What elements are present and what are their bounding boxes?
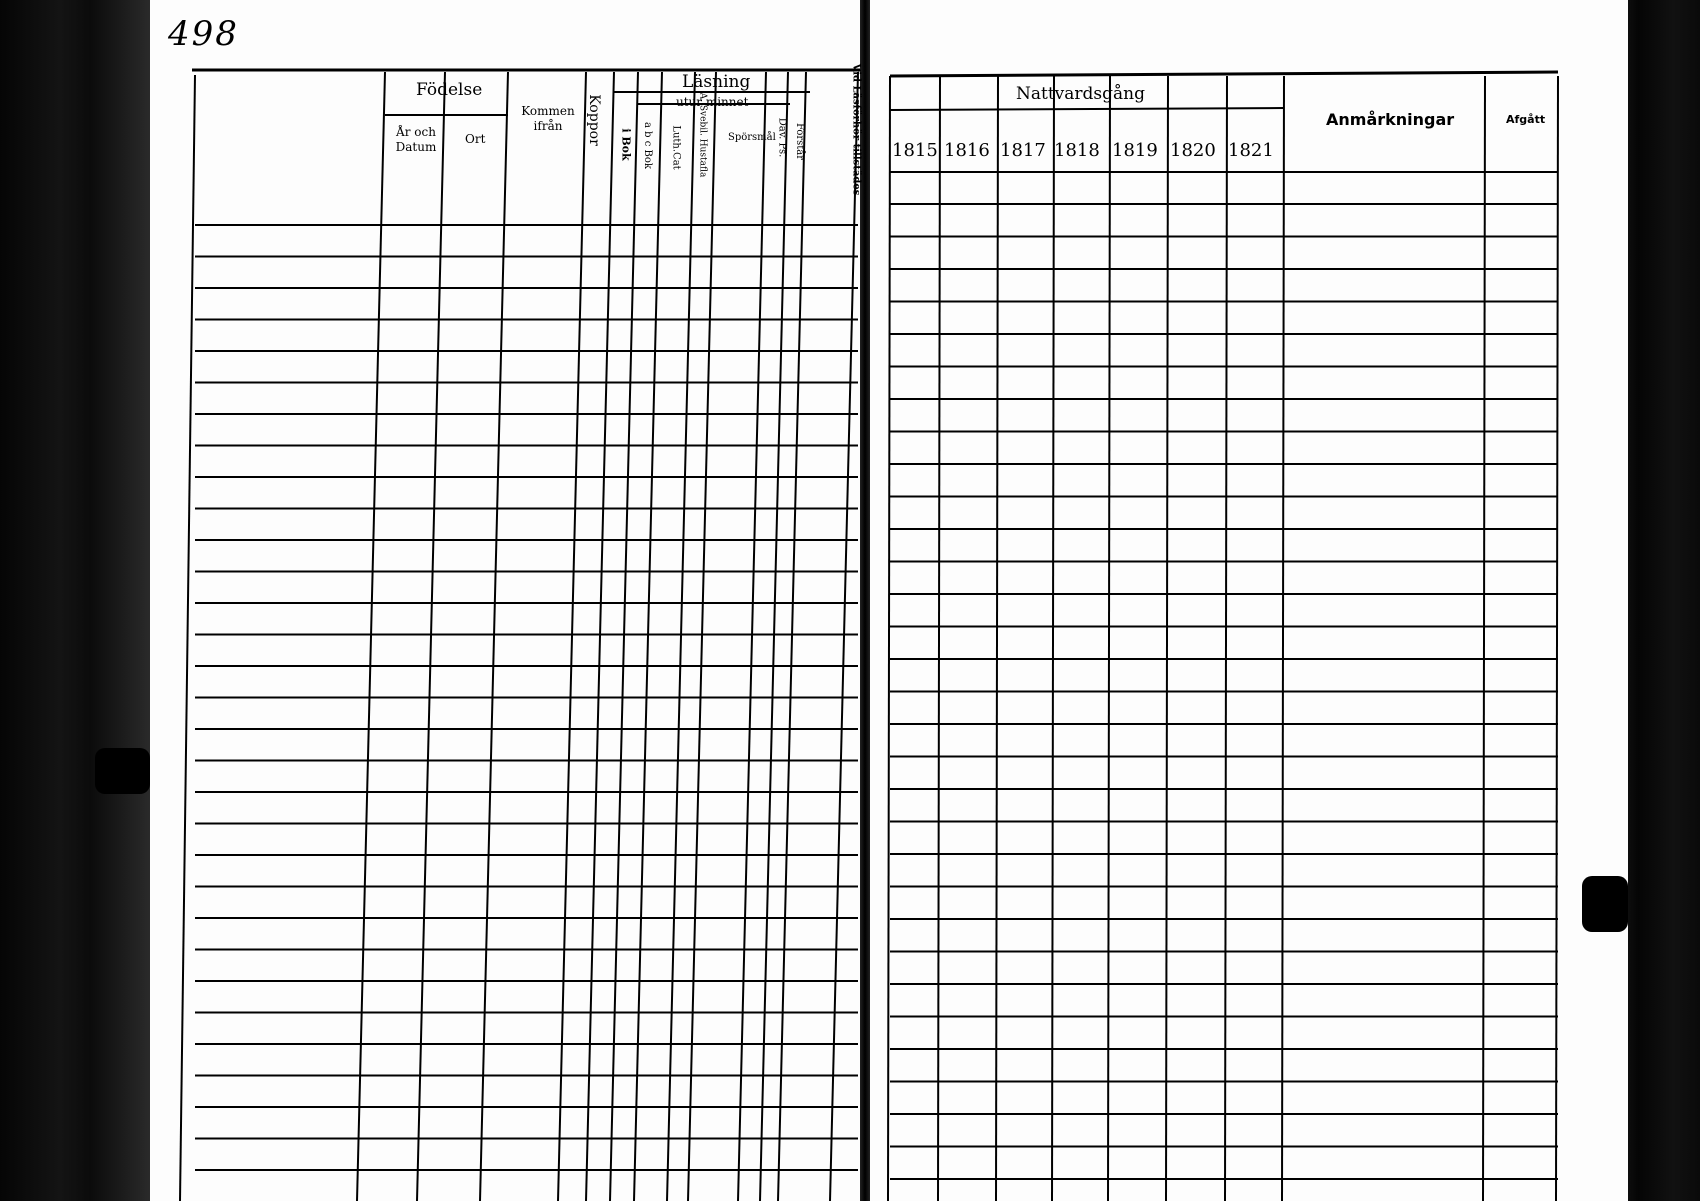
grid-line (610, 72, 638, 1201)
header-abc-bok: a b c Bok (641, 122, 653, 169)
grid-line (938, 76, 940, 1201)
header-year-3: 1817 (1000, 140, 1046, 161)
grid-line (778, 72, 806, 1201)
grid-line (634, 72, 662, 1201)
header-i-bok: i Bok (619, 128, 633, 161)
header-sporsmal: Spörsmål (728, 132, 776, 143)
page-number: 498 (168, 14, 239, 54)
grid-line (1166, 76, 1168, 1201)
grid-line (586, 72, 614, 1201)
header-lasning: Läsning (682, 72, 751, 92)
grid-line (558, 72, 586, 1201)
grid-line (1483, 76, 1485, 1201)
header-dav-ps: Dav. Ps. (776, 117, 788, 158)
header-ort: Ort (465, 132, 486, 146)
header-forstar: Förstår (794, 122, 806, 161)
grid-line (667, 72, 695, 1201)
header-koppor: Koppor (585, 94, 602, 146)
grid-line (417, 72, 445, 1201)
grid-line (688, 72, 716, 1201)
header-year-7: 1821 (1228, 140, 1274, 161)
header-luth-cat: Luth.Cat (670, 125, 682, 170)
header-vid-lasforhor: Vid Läsförhör tillstädes (850, 63, 862, 196)
header-fodelse: Födelse (416, 80, 483, 100)
grid-line (1282, 76, 1284, 1201)
header-year-2: 1816 (944, 140, 990, 161)
header-kommen-ifran: Kommen ifrån (521, 104, 575, 133)
grid-line (738, 72, 766, 1201)
header-ar-och-datum: År och Datum (395, 125, 437, 154)
header-year-6: 1820 (1170, 140, 1216, 161)
grid-line (1052, 76, 1054, 1201)
header-afgatt: Afgått (1506, 113, 1546, 126)
grid-line (1225, 76, 1227, 1201)
header-svebil-hustafla: A. Svebil. Hustafla (697, 92, 708, 178)
grid-line (890, 72, 1558, 76)
grid-line (1108, 76, 1110, 1201)
grid-line (830, 72, 858, 1201)
header-anmarkningar: Anmårkningar (1326, 110, 1455, 129)
header-year-5: 1819 (1112, 140, 1158, 161)
grid-line (357, 72, 385, 1201)
grid-line (760, 72, 788, 1201)
grid-line (890, 108, 1284, 110)
header-year-1: 1815 (892, 140, 938, 161)
grid-line (888, 76, 890, 1201)
grid-line (996, 76, 998, 1201)
header-year-4: 1818 (1054, 140, 1100, 161)
grid-line (480, 72, 508, 1201)
grid-line (1556, 76, 1558, 1201)
grid-line (180, 75, 195, 1201)
header-utur-minnet: utur minnet (676, 95, 749, 109)
header-nattvardsgang: Nattvardsgång (1016, 84, 1145, 104)
